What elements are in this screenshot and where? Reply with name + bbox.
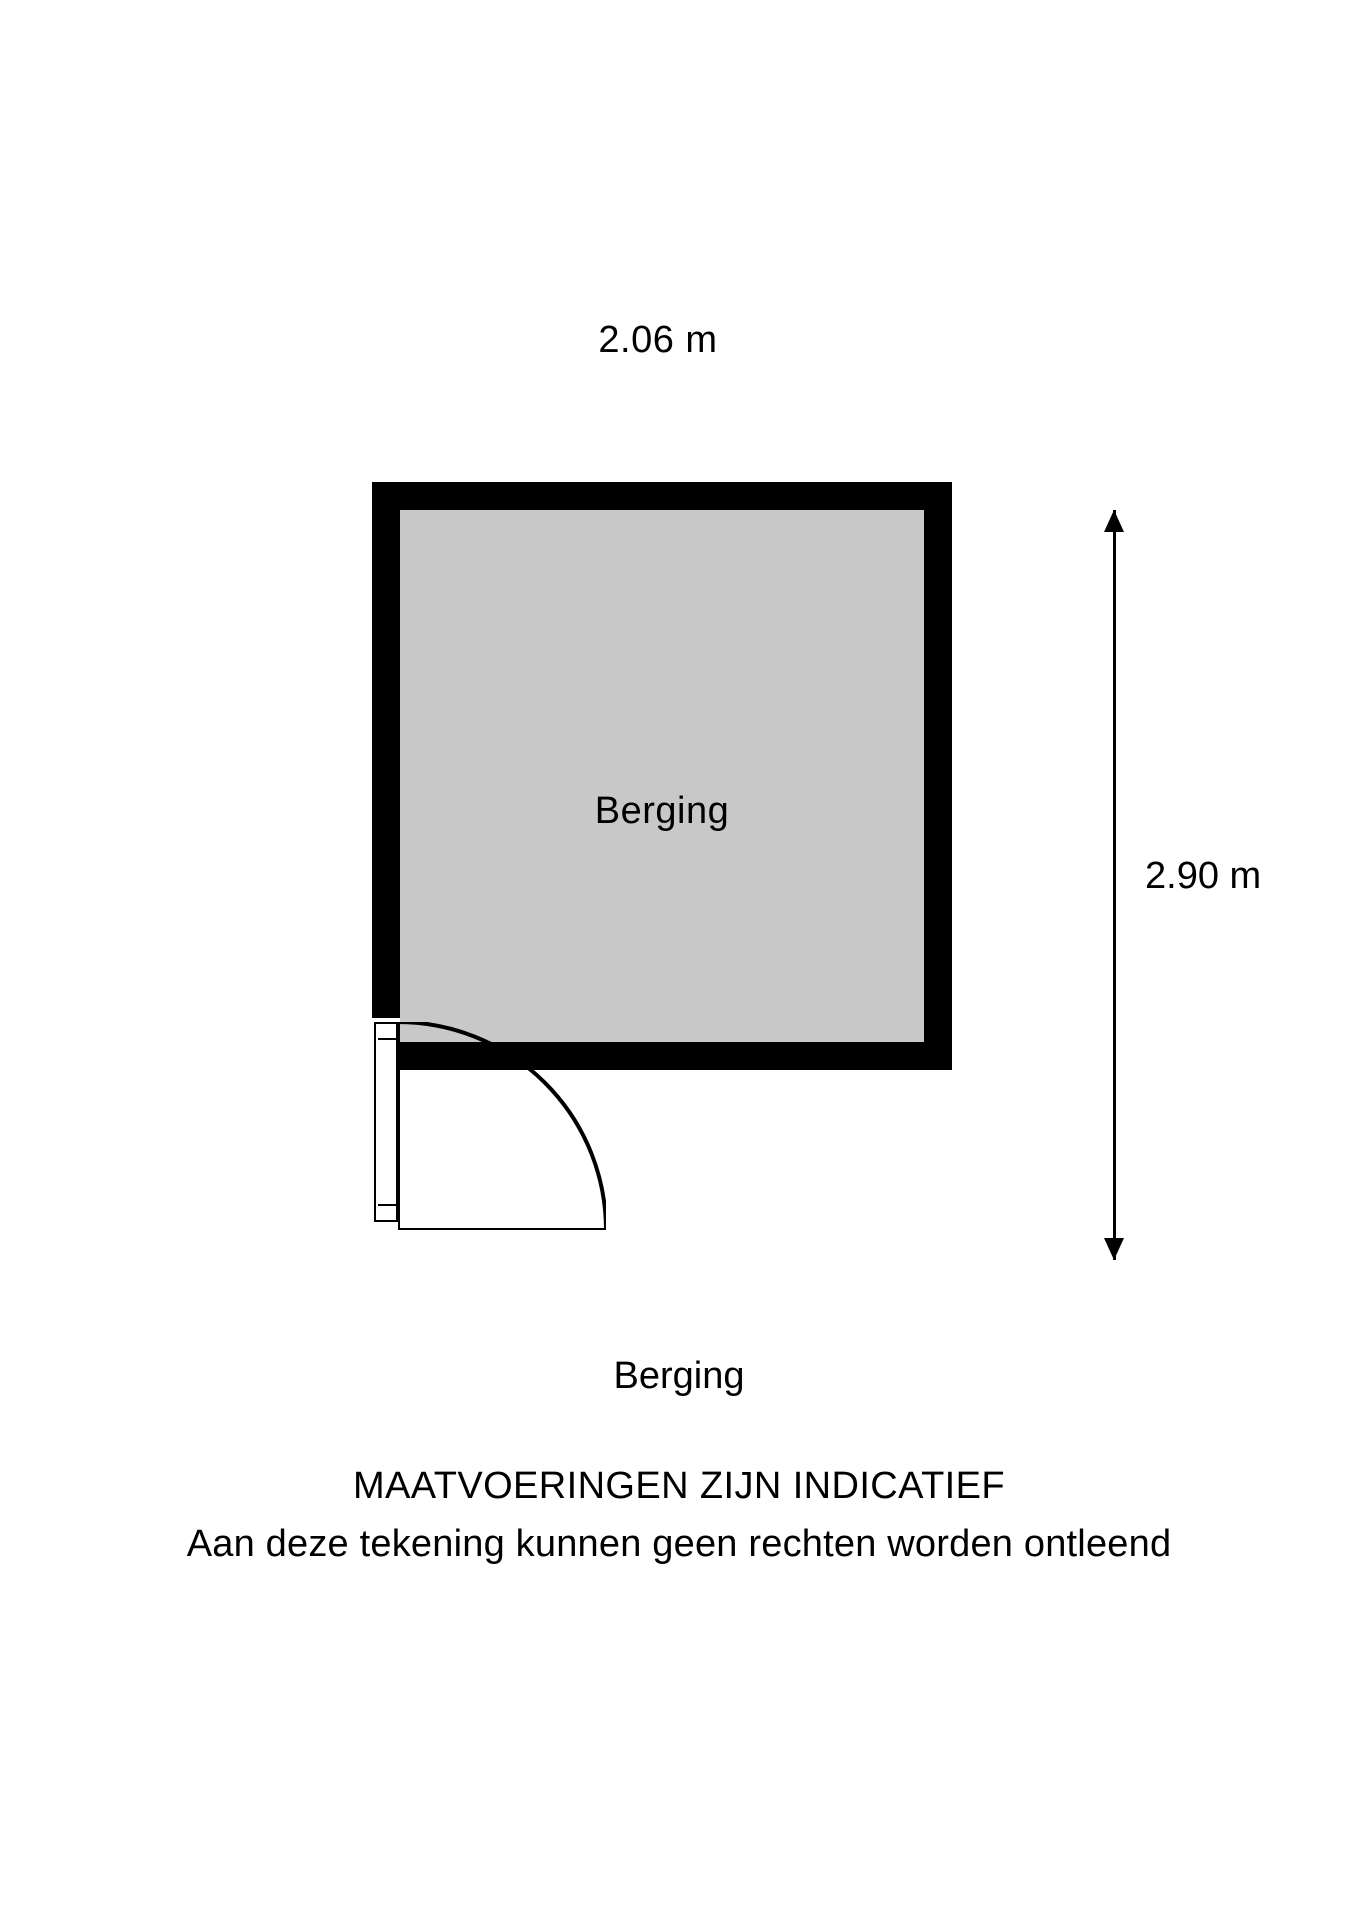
- disclaimer-line-2: Aan deze tekening kunnen geen rechten worden ontleend: [186, 1523, 1172, 1565]
- dimension-width: [398, 310, 918, 370]
- door-swing-icon: [398, 1022, 606, 1230]
- room-floor-berging: [400, 510, 924, 1042]
- dimension-height: [1085, 510, 1335, 1260]
- door-jamb-top: [378, 1026, 396, 1040]
- arrow-down-icon: [1104, 1238, 1124, 1260]
- door-jamb-bottom: [378, 1204, 396, 1218]
- caption-room-name: Berging: [613, 1355, 745, 1397]
- room-label-berging: Berging: [594, 790, 730, 832]
- disclaimer-line-1: MAATVOERINGEN ZIJN INDICATIEF: [353, 1465, 1005, 1507]
- dimension-width-label-wrap: [398, 310, 918, 370]
- dimension-height-line: [1113, 510, 1116, 1260]
- dimension-height-label: 2.90 m: [1145, 855, 1262, 897]
- room-walls: [372, 482, 952, 1070]
- dimension-width-label: 2.06 m: [576, 310, 739, 370]
- arrow-up-icon: [1104, 510, 1124, 532]
- door-leaf: [374, 1022, 398, 1222]
